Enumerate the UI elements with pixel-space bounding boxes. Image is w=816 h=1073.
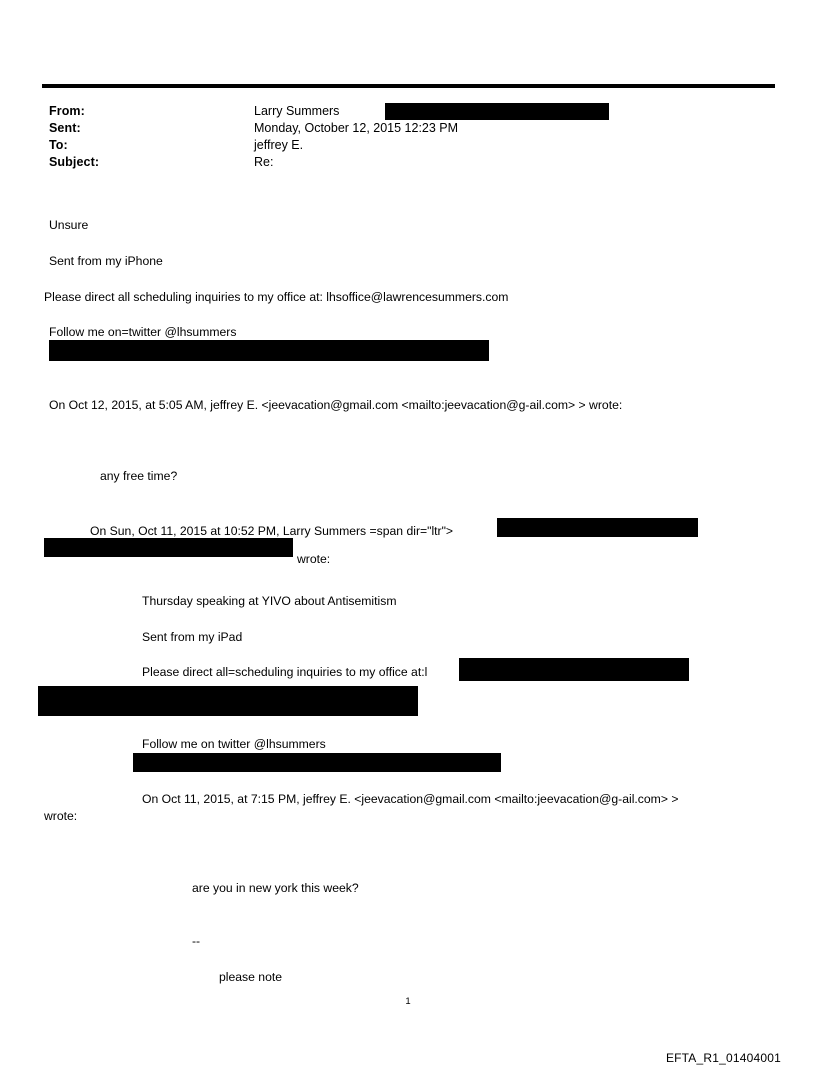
body-line-sent-from-iphone: Sent from my iPhone xyxy=(49,254,163,268)
body-line-quote-header-1: On Oct 12, 2015, at 5:05 AM, jeffrey E. <jeevacation@gmail.com <mailto:jeevacation@g-ail.com> > wrote: xyxy=(49,398,623,412)
redaction-office-address-1 xyxy=(459,658,689,681)
body-line-yivo: Thursday speaking at YIVO about Antisemitism xyxy=(142,594,397,608)
header-row-subject xyxy=(42,155,775,172)
header-row-sent xyxy=(42,121,775,138)
header-row-to xyxy=(42,138,775,155)
body-line-scheduling-inquiries: Please direct all scheduling inquiries to my office at: lhsoffice@lawrencesummers.com xyxy=(44,290,509,304)
email-header-block xyxy=(42,104,775,172)
body-line-quote-header-2: On Sun, Oct 11, 2015 at 10:52 PM, Larry Summers =span dir="ltr"> xyxy=(90,524,454,538)
body-line-scheduling-inquiries-2: Please direct all=scheduling inquiries to my office at:l xyxy=(142,665,428,679)
body-line-follow-me-twitter-2: Follow me on twitter @lhsummers xyxy=(142,737,326,751)
body-line-quote-header-3: On Oct 11, 2015, at 7:15 PM, jeffrey E. <jeevacation@gmail.com <mailto:jeevacation@g-ail.com> > xyxy=(142,792,679,806)
body-line-any-free-time: any free time? xyxy=(100,469,178,483)
redaction-signature-block-2 xyxy=(133,753,501,772)
bates-number: EFTA_R1_01404001 xyxy=(665,1051,781,1065)
redaction-quote-header-2a xyxy=(497,518,698,537)
page-number: 1 xyxy=(405,996,411,1007)
body-line-new-york-week: are you in new york this week? xyxy=(192,881,359,895)
body-line-sent-from-ipad: Sent from my iPad xyxy=(142,630,243,644)
header-value-sent: Monday, October 12, 2015 12:23 PM xyxy=(254,121,459,135)
body-line-please-note: please note xyxy=(219,970,283,984)
body-line-wrote-2: wrote: xyxy=(44,809,78,823)
header-row-from xyxy=(42,104,775,121)
header-value-to: jeffrey E. xyxy=(254,138,304,152)
header-label-to: To: xyxy=(49,138,68,152)
body-line-follow-me-twitter: Follow me on=twitter @lhsummers xyxy=(49,325,237,339)
redaction-office-address-2 xyxy=(38,686,418,716)
header-value-subject: Re: xyxy=(254,155,274,169)
redaction-quote-header-2b xyxy=(44,538,293,557)
header-value-from: Larry Summers xyxy=(254,104,340,118)
header-label-from: From: xyxy=(49,104,85,118)
redaction-from-address xyxy=(385,103,609,120)
header-label-sent: Sent: xyxy=(49,121,81,135)
header-divider-rule xyxy=(42,84,775,88)
body-line-wrote-1: wrote: xyxy=(297,552,331,566)
body-line-dashes: -- xyxy=(192,934,201,948)
header-label-subject: Subject: xyxy=(49,155,100,169)
body-line-unsure: Unsure xyxy=(49,218,89,232)
redaction-signature-block-1 xyxy=(49,340,489,361)
